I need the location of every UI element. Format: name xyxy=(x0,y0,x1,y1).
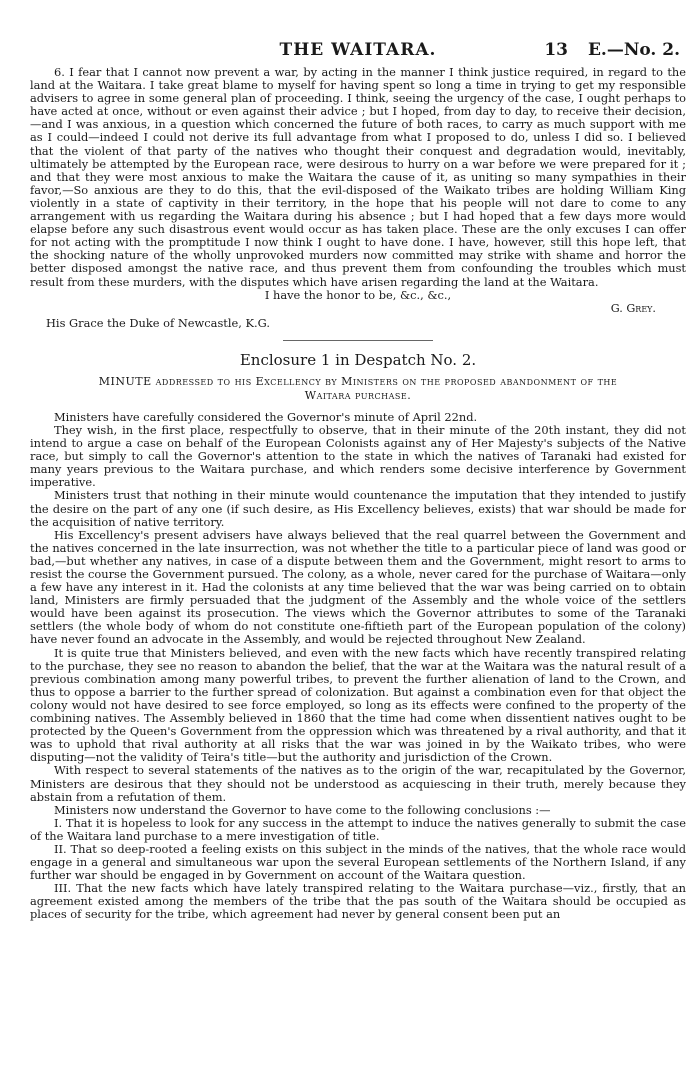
minute-paragraph: His Excellency's present advisers have always believed that the real quarrel between the Government and the natives concerned in the late insurrection, was not whether the title to a particular piece of land was good or bad,—but whether any natives, in case of a dispute between them and the Government, might resort to arms to resist the course the Government pursued. The colony, as a whole, never cared for the purchase of Waitara—only a few have any interest in it. Had the colonists at any time believed that the war was being carried on to obtain land, Ministers are firmly persuaded that the judgment of the Assembly and the whole voice of the settlers would have been against its prosecution. The views which the Governor attributes to some of the Taranaki settlers (the whole body of whom do not constitute one-fiftieth part of the European population of the colony) have never found an advocate in the Assembly, and would be rejected throughout New Zealand. xyxy=(30,527,686,647)
minute-paragraph: Ministers have carefully considered the Governor's minute of April 22nd. xyxy=(54,409,478,424)
minute-paragraph: With respect to several statements of the natives as to the origin of the war, recapitulated by the Governor, Ministers are desirous that they should not be understood as acquiescing in their truth, merely because they abstain from a refutation of them. xyxy=(30,763,686,804)
minute-paragraph: III. That the new facts which have lately transpired relating to the Waitara purchase—viz., firstly, that an agreement existed among the members of the tribe that the pas south of the Waitara should be occupied as places of security for the tribe, which agreement had never by general consent been put an xyxy=(30,881,686,922)
addressee: His Grace the Duke of Newcastle, K.G. xyxy=(46,315,270,330)
despatch-letter xyxy=(30,66,686,330)
running-title: THE WAITARA. xyxy=(279,40,437,60)
minute-heading-lead: MINUTE xyxy=(98,374,152,388)
minute-paragraph: II. That so deep-rooted a feeling exists on this subject in the minds of the natives, that the whole race would engage in a general and simultaneous war upon the several European settlements of the Northern Island, if any further war should be engaged in by Government on account of the Waitara question. xyxy=(30,841,686,883)
minute-body xyxy=(30,411,686,922)
section-divider xyxy=(283,340,433,341)
minute-heading xyxy=(30,375,686,403)
page-number: 13 xyxy=(544,40,568,60)
minute-heading-line2: Waitara purchase. xyxy=(304,388,412,402)
minute-heading-rest: addressed to his Excellency by Ministers on the proposed abandonment of the xyxy=(155,374,618,388)
page-header xyxy=(30,0,686,66)
enclosure-heading: Enclosure 1 in Despatch No. 2. xyxy=(239,350,477,369)
minute-paragraph: They wish, in the first place, respectfully to observe, that in their minute of the 20th instant, they did not intend to argue a case on behalf of the European Colonists against any of Her Majesty's subjects of the Native race, but simply to call the Governor's attention to the state in which the natives of Taranaki had existed for many years previous to the Waitara purchase, and which renders some decisive interference by Government imperative. xyxy=(30,422,686,490)
minute-paragraph: It is quite true that Ministers believed, and even with the new facts which have recently transpired relating to the purchase, they see no reason to abandon the belief, that the war at the Waitara was the natural result of a previous combination among many powerful tribes, to prevent the further alienation of land to the Crown, and thus to oppose a barrier to the further spread of colonization. But against a combination even for that object the colony would not have desired to see force employed, so long as its effects were confined to the property of the combining natives. The Assembly believed in 1860 that the time had come when dissentient natives ought to be protected by the Queen's Government from the oppression which was threatened by a rival authority, and that it was to uphold that rival authority at all risks that the war was joined in by the Waikato tribes, who were disputing—not the validity of Teira's title—but the authority and jurisdiction of the Crown. xyxy=(30,645,686,765)
letter-paragraph-6: 6. I fear that I cannot now prevent a war, by acting in the manner I think justice required, in regard to the land at the Waitara. I take great blame to myself for having spent so long a time in trying to get my responsible advisers to agree in some general plan of proceeding. I think, seeing the urgency of the case, I ought perhaps to have acted at once, without or even against their advice ; but I hoped, from day to day, to receive their decision,—and I was anxious, in a question which concerned the future of both races, to carry as much support with me as I could—indeed I could not derive its full advantage from what I proposed to do, unless I did so. I believed that the violent of that party of the natives who thought their conquest and degradation would, inevitably, ultimately be attempted by the European race, were desirous to hurry on a war before we were prepared for it ; and that they were most anxious to make the Waitara the cause of it, as uniting so many sympathies in their favor,—So anxious are they to do this, that the evil-disposed of the Waikato tribes are holding William King violently in a state of captivity in their territory, in the hope that his people will not dare to come to any arrangement with us regarding the Waitara during his absence ; but I had hoped that a few days more would elapse before any such disastrous event would occur as has taken place. These are the only excuses I can offer for not acting with the promptitude I now think I ought to have done. I have, however, still this hope left, that the shocking nature of the wholly unprovoked murders now committed may strike with shame and horror the better disposed amongst the native race, and thus prevent them from confounding the troubles which must result from these murders, with the disputes which have arisen regarding the land at the Waitara. xyxy=(30,65,686,289)
minute-paragraph: Ministers now understand the Governor to have come to the following conclusions :— xyxy=(54,802,551,817)
minute-paragraph: I. That it is hopeless to look for any success in the attempt to induce the natives generally to submit the case of the Waitara land purchase to a mere investigation of title. xyxy=(30,815,686,843)
minute-paragraph: Ministers trust that nothing in their minute would countenance the imputation that they intended to justify the desire on the part of any one (if such desire, as His Excellency believes, exists) that war should be made for the acquisition of native territory. xyxy=(30,488,686,529)
signature: G. Grey. xyxy=(610,301,656,315)
letter-closing: I have the honor to be, &c., &c., xyxy=(264,287,452,302)
paper-reference: E.—No. 2. xyxy=(587,40,680,60)
